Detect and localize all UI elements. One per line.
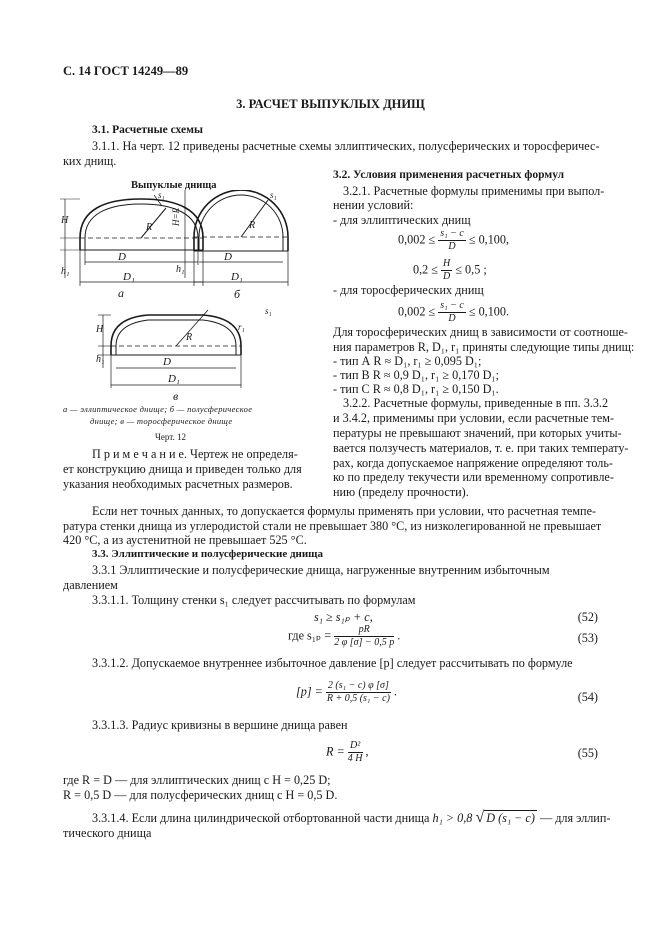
cond1-left: 0,002 ≤	[398, 232, 436, 247]
eq54-suffix: .	[393, 684, 397, 699]
eq54-num: 2 (s₁ − c) φ [σ]	[327, 680, 389, 691]
label-D-c: D	[163, 356, 171, 368]
equation-55	[326, 741, 369, 764]
cond1-den: D	[448, 241, 456, 252]
label-b: б	[234, 287, 241, 301]
p-3-3-1-line1: 3.3.1 Эллиптические и полусферические днища, нагруженные внутренним избыточным	[92, 563, 550, 577]
p-3-3-1-1: 3.3.1.1. Толщину стенки s₁ следует рассчитывать по формулам	[92, 593, 416, 607]
heading-3-2: 3.2. Условия применения расчетных формул	[333, 169, 565, 181]
label-h1-b: h₁	[176, 264, 185, 275]
equation-54	[296, 681, 397, 704]
figure-note-line1: П р и м е ч а н и е. Чертеж не определя-	[92, 447, 298, 461]
condition-1	[398, 229, 509, 252]
p-3-2-2-line4: вается ползучесть материалов, т. е. при таких температу-	[333, 441, 629, 455]
cond3-num: s₁ − c	[440, 300, 464, 311]
heads-drawing	[58, 190, 290, 402]
p-3-2-1-line1: 3.2.1. Расчетные формулы применимы при выпол-	[343, 184, 605, 198]
equation-55-number: (55)	[577, 746, 598, 760]
heading-3-3: 3.3. Эллиптические и полусферические днища	[92, 548, 323, 560]
p-3-2-2-line2: и 3.4.2, применимы при условии, если расчетные тем-	[333, 411, 615, 425]
condition-2	[413, 259, 487, 282]
cond3-right: ≤ 0,100.	[468, 304, 510, 319]
where-line2: R = 0,5 D — для полусферических днищ с H = 0,5 D.	[63, 788, 338, 802]
figure-caption-line1: а — эллиптическое днище; б — полусферическое	[63, 404, 253, 414]
label-a: а	[118, 286, 124, 300]
p-3-2-types-line1: Для торосферических днищ в зависимости от соотноше-	[333, 325, 628, 339]
p-3-3-1-4-line1	[92, 809, 610, 827]
label-s1-a: s₁	[158, 190, 165, 200]
cond1-num: s₁ − c	[440, 228, 464, 239]
label-D1-c: D₁	[168, 373, 180, 385]
label-D1-a: D₁	[123, 271, 135, 283]
label-r1-c: r₁	[238, 322, 245, 332]
eq54-den: R + 0,5 (s₁ − c)	[326, 693, 390, 704]
label-v: в	[173, 389, 179, 402]
eq55-den: 4 H	[347, 753, 363, 764]
p-3-2-2-line5: рах, когда допускаемое напряжение определяют толь-	[333, 456, 613, 470]
p-3-3-1-2: 3.3.1.2. Допускаемое внутреннее избыточное давление [p] следует рассчитывать по формуле	[92, 656, 573, 670]
eq55-prefix: R =	[326, 744, 345, 759]
figure-number: Черт. 12	[155, 432, 186, 442]
type-a: - тип А R ≈ D₁, r₁ ≥ 0,095 D₁;	[333, 354, 482, 368]
cond3-left: 0,002 ≤	[398, 304, 436, 319]
p3314-text-b: — для эллип-	[539, 811, 611, 825]
figure-caption-line2: днище; в — торосферическое днище	[90, 416, 233, 426]
cond2-den: D	[443, 271, 451, 282]
where-line1: где R = D — для эллиптических днищ с H = 0,25 D;	[63, 773, 331, 787]
cond2-right: ≤ 0,5 ;	[455, 262, 487, 277]
eq55-suffix: ,	[365, 744, 369, 759]
equation-53	[288, 625, 400, 648]
label-h1-a: h₁	[61, 266, 70, 277]
label-D-b: D	[224, 251, 232, 263]
equation-52-number: (52)	[577, 610, 598, 624]
label-D1-b: D₁	[231, 271, 243, 283]
label-HR-b: H=R	[171, 207, 181, 226]
paragraph-3-1-1-line1: 3.1.1. На черт. 12 приведены расчетные схемы эллиптических, полусферических и торосферичес-	[92, 139, 600, 153]
label-D-a: D	[118, 251, 126, 263]
eq53-den: 2 φ [σ] − 0,5 p	[334, 637, 395, 648]
figure-title: Выпуклые днища	[131, 180, 217, 191]
label-torospherical: - для торосферических днищ	[333, 283, 484, 297]
eq53-fraction	[334, 625, 394, 648]
full-para-line3: 420 °С, а из аустенитной не превышает 525 °С.	[63, 533, 307, 547]
equation-52: s₁ ≥ s₁ₚ + c,	[314, 610, 373, 624]
p-3-2-2-line1: 3.2.2. Расчетные формулы, приведенные в пп. 3.3.2	[343, 396, 609, 410]
label-R-b: R	[249, 220, 256, 231]
label-R-a: R	[146, 222, 153, 233]
cond3-den: D	[448, 313, 456, 324]
sqrt-sign: √	[475, 809, 485, 826]
eq55-fraction	[348, 741, 363, 764]
p3314-root: D (s₁ − c)	[486, 811, 535, 825]
equation-54-number: (54)	[577, 690, 598, 704]
p-3-2-types-line2: ния параметров R, D₁, r₁ приняты следующие типы днищ:	[333, 340, 635, 354]
cond2-num: H	[443, 258, 451, 269]
eq54-fraction	[326, 681, 391, 704]
equation-53-number: (53)	[577, 631, 598, 645]
type-b: - тип В R ≈ 0,9 D₁, r₁ ≥ 0,170 D₁;	[333, 368, 500, 382]
p-3-3-1-4-line2: тического днища	[63, 826, 152, 840]
label-R-c: R	[186, 332, 193, 343]
eq53-suffix: .	[397, 628, 401, 643]
label-H-a: H	[61, 215, 69, 226]
cond1-fraction	[438, 229, 466, 252]
full-para-line1: Если нет точных данных, то допускается формулы применять при условии, что расчетная темпе-	[92, 504, 597, 518]
paragraph-3-1-1-line2: ких днищ.	[63, 154, 117, 168]
label-elliptical: - для эллиптических днищ	[333, 213, 471, 227]
p-3-2-1-line2: нении условий:	[333, 198, 414, 212]
p-3-2-2-line7: нию (пределу прочности).	[333, 485, 469, 499]
figure-note-line3: указания необходимых расчетных размеров.	[63, 477, 293, 491]
p-3-3-1-line2: давлением	[63, 578, 118, 592]
eq53-prefix: где s₁ₚ =	[288, 628, 332, 643]
label-h1-c: h₁	[96, 354, 105, 365]
cond2-left: 0,2 ≤	[413, 262, 438, 277]
type-c: - тип С R ≈ 0,8 D₁, r₁ ≥ 0,150 D₁.	[333, 382, 499, 396]
condition-3	[398, 301, 509, 324]
p-3-3-1-3: 3.3.1.3. Радиус кривизны в вершине днища равен	[92, 718, 348, 732]
cond1-right: ≤ 0,100,	[468, 232, 510, 247]
eq55-num: D²	[348, 741, 363, 753]
p-3-2-2-line6: ко по пределу текучести или временному сопротивле-	[333, 470, 614, 484]
p3314-text-a: 3.3.1.4. Если длина цилиндрической отбортованной части днища	[92, 811, 430, 825]
heading-3-1: 3.1. Расчетные схемы	[92, 124, 203, 136]
eq53-num: pR	[334, 625, 394, 637]
figure-note-line2: ет конструкцию днища и приведен только для	[63, 462, 302, 476]
cond2-fraction	[441, 259, 452, 282]
section-title: 3. РАСЧЕТ ВЫПУКЛЫХ ДНИЩ	[236, 97, 425, 111]
label-s1-b: s₁	[270, 190, 277, 200]
eq54-prefix: [p] =	[296, 684, 323, 699]
cond3-fraction	[438, 301, 466, 324]
p-3-2-2-line3: пературы не превышают значений, при которых учиты-	[333, 426, 622, 440]
page-header: С. 14 ГОСТ 14249—89	[63, 64, 189, 78]
p3314-condition: h₁ > 0,8	[432, 811, 473, 825]
label-s1-c: s₁	[265, 306, 272, 316]
label-H-c: H	[96, 324, 104, 335]
full-para-line2: ратура стенки днища из углеродистой стали не превышает 380 °С, из низколегированной не превышает	[63, 519, 602, 533]
